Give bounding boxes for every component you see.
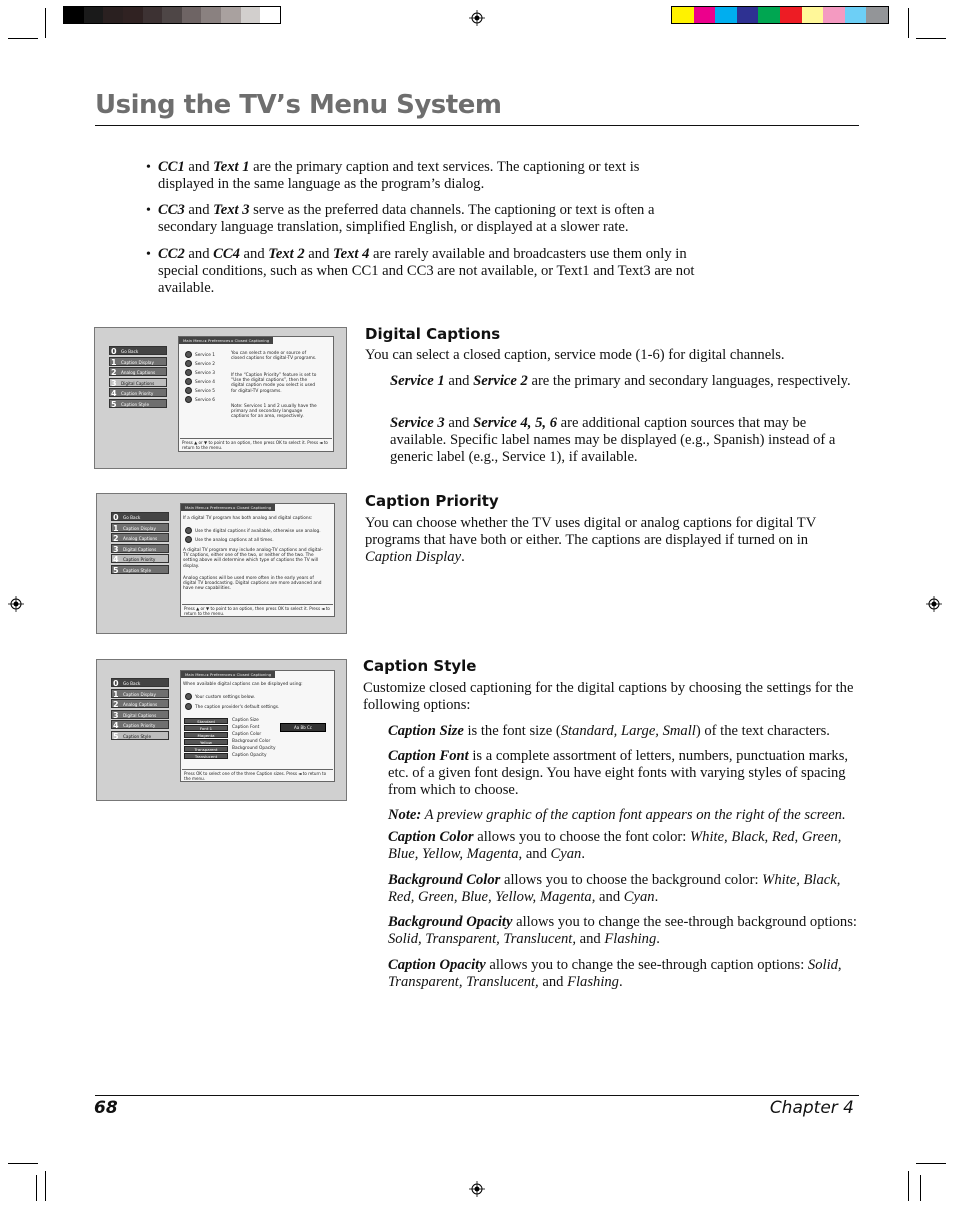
- priority-option-analog[interactable]: Use the analog captions at all times.: [185, 536, 274, 543]
- bullet-dot: •: [146, 160, 151, 175]
- color-swatch: [241, 7, 261, 23]
- color-swatch: [737, 7, 759, 23]
- bullet-dot: •: [146, 247, 151, 262]
- crop-mark: [908, 8, 909, 38]
- digital-captions-service12: Service 1 and Service 2 are the primary and secondary languages, respectively.: [390, 373, 851, 389]
- menu-item-digital-captions[interactable]: 3 Digital Captions: [109, 378, 167, 387]
- background-color-value[interactable]: Yellow: [184, 739, 228, 745]
- breadcrumb: Main Menu ▸ Preferences ▸ Closed Captioning: [181, 671, 275, 678]
- setting-label: Caption Font: [232, 725, 260, 730]
- info-text: Analog captions will be used more often in the early years of digital TV broadcasting. Digital captions are more advanced and have new capabilities.: [183, 576, 322, 592]
- caption-font-value[interactable]: Font 1: [184, 725, 228, 731]
- menu-panel: [180, 503, 335, 617]
- crop-mark: [916, 38, 946, 39]
- page-title: Using the TV’s Menu System: [95, 90, 502, 120]
- info-text: If a digital TV program has both analog and digital captions:: [183, 516, 313, 521]
- gray-color-bar: [63, 6, 281, 24]
- background-opacity-value[interactable]: Transparent: [184, 746, 228, 752]
- crop-mark: [916, 1163, 946, 1164]
- crop-mark: [36, 1175, 37, 1201]
- process-color-bar: [671, 6, 889, 24]
- digital-captions-service3456: Service 3 and Service 4, 5, 6 are additional caption sources that may be available. Specific label names may be displayed (e.g., Spanish) instead of a generic label (e.g., Service 1), if available.: [390, 415, 836, 466]
- background-opacity-text: Background Opacity allows you to change the see-through background options: Solid, Transparent, Translucent, and Flashing.: [388, 914, 857, 948]
- menu-item-caption-style[interactable]: 5 Caption Style: [111, 731, 169, 740]
- caption-font-preview: Aa Bb Cc: [280, 723, 326, 732]
- menu-panel: [180, 670, 335, 782]
- color-swatch: [201, 7, 221, 23]
- menu-panel: [178, 336, 334, 452]
- menu-sidebar: [111, 678, 169, 741]
- menu-item-go-back[interactable]: 0 Go Back: [109, 346, 167, 355]
- menu-item-digital-captions[interactable]: 3 Digital Captions: [111, 544, 169, 553]
- menu-item-analog-captions[interactable]: 2 Analog Captions: [111, 533, 169, 542]
- heading-caption-priority: Caption Priority: [365, 492, 499, 510]
- hint-text: Press ▲ or ▼ to point to an option, then press OK to select it. Press ◄ to return to the menu.: [180, 438, 332, 451]
- service-option[interactable]: Service 1: [185, 351, 215, 358]
- info-text: A digital TV program may include analog-TV captions and digital-TV captions, either one of the two, or neither of the two. The setting above will determine which type of captions the TV will display.: [183, 548, 323, 569]
- color-swatch: [221, 7, 241, 23]
- menu-item-caption-priority[interactable]: 4 Caption Priority: [111, 720, 169, 729]
- footer-rule: [95, 1095, 859, 1096]
- color-swatch: [64, 7, 84, 23]
- breadcrumb: Main Menu ▸ Preferences ▸ Closed Captioning: [181, 504, 275, 511]
- caption-opacity-value[interactable]: Translucent: [184, 753, 228, 759]
- menu-item-caption-display[interactable]: 1 Caption Display: [111, 523, 169, 532]
- page-number: 68: [94, 1098, 118, 1118]
- setting-label: Caption Opacity: [232, 753, 267, 758]
- info-text: You can select a mode or source of closed captions for digital-TV programs.: [231, 351, 317, 362]
- menu-item-caption-style[interactable]: 5 Caption Style: [109, 399, 167, 408]
- style-option-custom[interactable]: Your custom settings below.: [185, 693, 255, 700]
- bullet-cc3: CC3 and Text 3 serve as the preferred data channels. The captioning or text is often a secondary language translation, simplified English, or displayed at a slower rate.: [158, 202, 655, 236]
- digital-captions-intro: You can select a closed caption, service mode (1-6) for digital channels.: [365, 347, 785, 363]
- bullet-cc2: CC2 and CC4 and Text 2 and Text 4 are rarely available and broadcasters use them only in special conditions, such as when CC1 and CC3 are not available, or Text1 and Text3 are not available.: [158, 246, 695, 297]
- color-swatch: [260, 7, 280, 23]
- color-swatch: [845, 7, 867, 23]
- color-swatch: [780, 7, 802, 23]
- color-swatch: [823, 7, 845, 23]
- menu-item-analog-captions[interactable]: 2 Analog Captions: [109, 367, 167, 376]
- caption-font-text: Caption Font is a complete assortment of letters, numbers, punctuation marks, etc. of a given font design. You have eight fonts with varying styles of spacing from which to choose.: [388, 748, 849, 799]
- registration-target-icon: [469, 1181, 485, 1197]
- menu-item-caption-display[interactable]: 1 Caption Display: [109, 357, 167, 366]
- service-option[interactable]: Service 6: [185, 396, 215, 403]
- registration-target-icon: [926, 596, 942, 612]
- caption-color-value[interactable]: Magenta: [184, 732, 228, 738]
- caption-font-note: Note: A preview graphic of the caption font appears on the right of the screen.: [388, 807, 846, 823]
- bullet-dot: •: [146, 203, 151, 218]
- color-swatch: [866, 7, 888, 23]
- heading-caption-style: Caption Style: [363, 657, 477, 675]
- color-swatch: [84, 7, 104, 23]
- caption-color-text: Caption Color allows you to choose the font color: White, Black, Red, Green, Blue, Yellow, Magenta, and Cyan.: [388, 829, 842, 863]
- tv-screen-caption-style: [96, 659, 347, 801]
- color-swatch: [715, 7, 737, 23]
- color-swatch: [123, 7, 143, 23]
- menu-item-digital-captions[interactable]: 3 Digital Captions: [111, 710, 169, 719]
- crop-mark: [45, 1171, 46, 1201]
- setting-label: Background Opacity: [232, 746, 276, 751]
- color-swatch: [694, 7, 716, 23]
- menu-item-analog-captions[interactable]: 2 Analog Captions: [111, 699, 169, 708]
- menu-item-caption-priority[interactable]: 4 Caption Priority: [111, 554, 169, 563]
- style-option-default[interactable]: The caption provider's default settings.: [185, 703, 279, 710]
- crop-mark: [908, 1171, 909, 1201]
- menu-item-caption-display[interactable]: 1 Caption Display: [111, 689, 169, 698]
- registration-target-icon: [469, 10, 485, 26]
- service-option[interactable]: Service 3: [185, 369, 215, 376]
- caption-priority-text: You can choose whether the TV uses digital or analog captions for digital TV programs that have both or either. The captions are displayed if turned on in Caption Display.: [365, 515, 816, 566]
- info-text: If the “Caption Priority” feature is set to “Use the digital captions”, then the digital caption mode you select is used for digital-TV programs.: [231, 373, 317, 394]
- hint-text: Press ▲ or ▼ to point to an option, then press OK to select it. Press ◄ to return to the menu.: [182, 604, 333, 617]
- menu-sidebar: [109, 346, 167, 409]
- info-text: Note: Services 1 and 2 usually have the primary and secondary language captions for an area, respectively.: [231, 404, 317, 420]
- caption-opacity-text: Caption Opacity allows you to change the see-through caption options: Solid, Transparent, Translucent, and Flashing.: [388, 957, 842, 991]
- tv-screen-digital-captions: [94, 327, 347, 469]
- color-swatch: [758, 7, 780, 23]
- caption-size-value[interactable]: Standard: [184, 718, 228, 724]
- service-option[interactable]: Service 5: [185, 387, 215, 394]
- info-text: When available digital captions can be displayed using:: [183, 682, 303, 687]
- menu-sidebar: [111, 512, 169, 575]
- title-rule: [95, 125, 859, 126]
- registration-target-icon: [8, 596, 24, 612]
- service-option[interactable]: Service 4: [185, 378, 215, 385]
- color-swatch: [802, 7, 824, 23]
- caption-style-intro: Customize closed captioning for the digital captions by choosing the settings for the following options:: [363, 680, 854, 714]
- breadcrumb: Main Menu ▸ Preferences ▸ Closed Captioning: [179, 337, 273, 344]
- tv-screen-caption-priority: [96, 493, 347, 634]
- crop-mark: [45, 8, 46, 38]
- color-swatch: [182, 7, 202, 23]
- priority-option-digital[interactable]: Use the digital captions if available, otherwise use analog.: [185, 527, 321, 534]
- crop-mark: [8, 38, 38, 39]
- heading-digital-captions: Digital Captions: [365, 325, 501, 343]
- background-color-text: Background Color allows you to choose the background color: White, Black, Red, Green, Blue, Yellow, Magenta, and Cyan.: [388, 872, 841, 906]
- menu-item-caption-priority[interactable]: 4 Caption Priority: [109, 388, 167, 397]
- caption-size-text: Caption Size is the font size (Standard, Large, Small) of the text characters.: [388, 723, 830, 739]
- service-option[interactable]: Service 2: [185, 360, 215, 367]
- menu-item-go-back[interactable]: 0 Go Back: [111, 512, 169, 521]
- color-swatch: [143, 7, 163, 23]
- hint-text: Press OK to select one of the three Caption sizes. Press ◄ to return to the menu.: [182, 769, 333, 782]
- setting-label: Caption Color: [232, 732, 262, 737]
- color-swatch: [162, 7, 182, 23]
- menu-item-go-back[interactable]: 0 Go Back: [111, 678, 169, 687]
- bullet-cc1: CC1 and Text 1 are the primary caption and text services. The captioning or text is displayed in the same language as the program’s dialog.: [158, 159, 640, 193]
- crop-mark: [920, 1175, 921, 1201]
- crop-mark: [8, 1163, 38, 1164]
- color-swatch: [103, 7, 123, 23]
- menu-item-caption-style[interactable]: 5 Caption Style: [111, 565, 169, 574]
- color-swatch: [672, 7, 694, 23]
- setting-label: Caption Size: [232, 718, 259, 723]
- setting-label: Background Color: [232, 739, 271, 744]
- chapter-label: Chapter 4: [769, 1098, 854, 1118]
